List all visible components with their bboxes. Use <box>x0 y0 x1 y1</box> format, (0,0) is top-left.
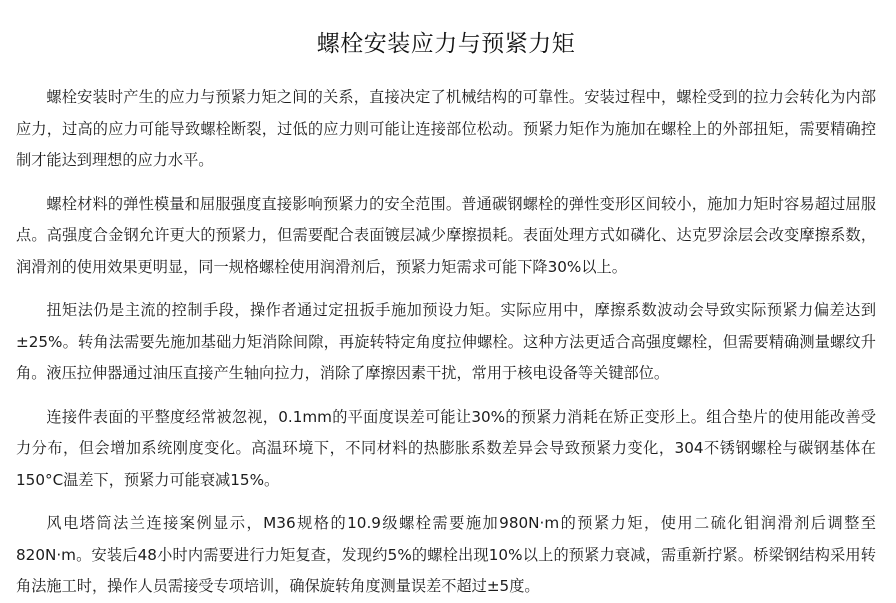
paragraph-intro: 螺栓安装时产生的应力与预紧力矩之间的关系，直接决定了机械结构的可靠性。安装过程中，螺栓受到的拉力会转化为内部应力，过高的应力可能导致螺栓断裂，过低的应力则可能让连接部位松动。预紧力矩作为施加在螺栓上的外部扭矩，需要精确控制才能达到理想的应力水平。 <box>16 88 876 169</box>
paragraph-materials: 螺栓材料的弹性模量和屈服强度直接影响预紧力的安全范围。普通碳钢螺栓的弹性变形区间较小，施加力矩时容易超过屈服点。高强度合金钢允许更大的预紧力，但需要配合表面镀层减少摩擦损耗。表面处理方式如磷化、达克罗涂层会改变摩擦系数，润滑剂的使用效果更明显，同一规格螺栓使用润滑剂后，预紧力矩需求可能下降30%以上。 <box>16 194 876 276</box>
paragraph-surface-temperature: 连接件表面的平整度经常被忽视，0.1mm的平面度误差可能让30%的预紧力消耗在矫正变形上。组合垫片的使用能改善受力分布，但会增加系统刚度变化。高温环境下，不同材料的热膨胀系数差异会导致预紧力变化，304不锈钢螺栓与碳钢基体在150°C温差下，预紧力可能衰减15%。 <box>16 407 876 489</box>
article-title: 螺栓安装应力与预紧力矩 <box>316 31 576 57</box>
paragraph-control-methods: 扭矩法仍是主流的控制手段，操作者通过定扭扳手施加预设力矩。实际应用中，摩擦系数波动会导致实际预紧力偏差达到±25%。转角法需要先施加基础力矩消除间隙，再旋转特定角度拉伸螺栓。这种方法更适合高强度螺栓，但需要精确测量螺纹升角。液压拉伸器通过油压直接产生轴向拉力，消除了摩擦因素干扰，常用于核电设备等关键部位。 <box>16 301 876 382</box>
paragraph-case-study: 风电塔筒法兰连接案例显示，M36规格的10.9级螺栓需要施加980N·m的预紧力矩，使用二硫化钼润滑剂后调整至820N·m。安装后48小时内需要进行力矩复查，发现约5%的螺栓出现10%以上的预紧力衰减，需重新拧紧。桥梁钢结构采用转角法施工时，操作人员需接受专项培训，确保旋转角度测量误差不超过±5度。 <box>16 514 876 595</box>
